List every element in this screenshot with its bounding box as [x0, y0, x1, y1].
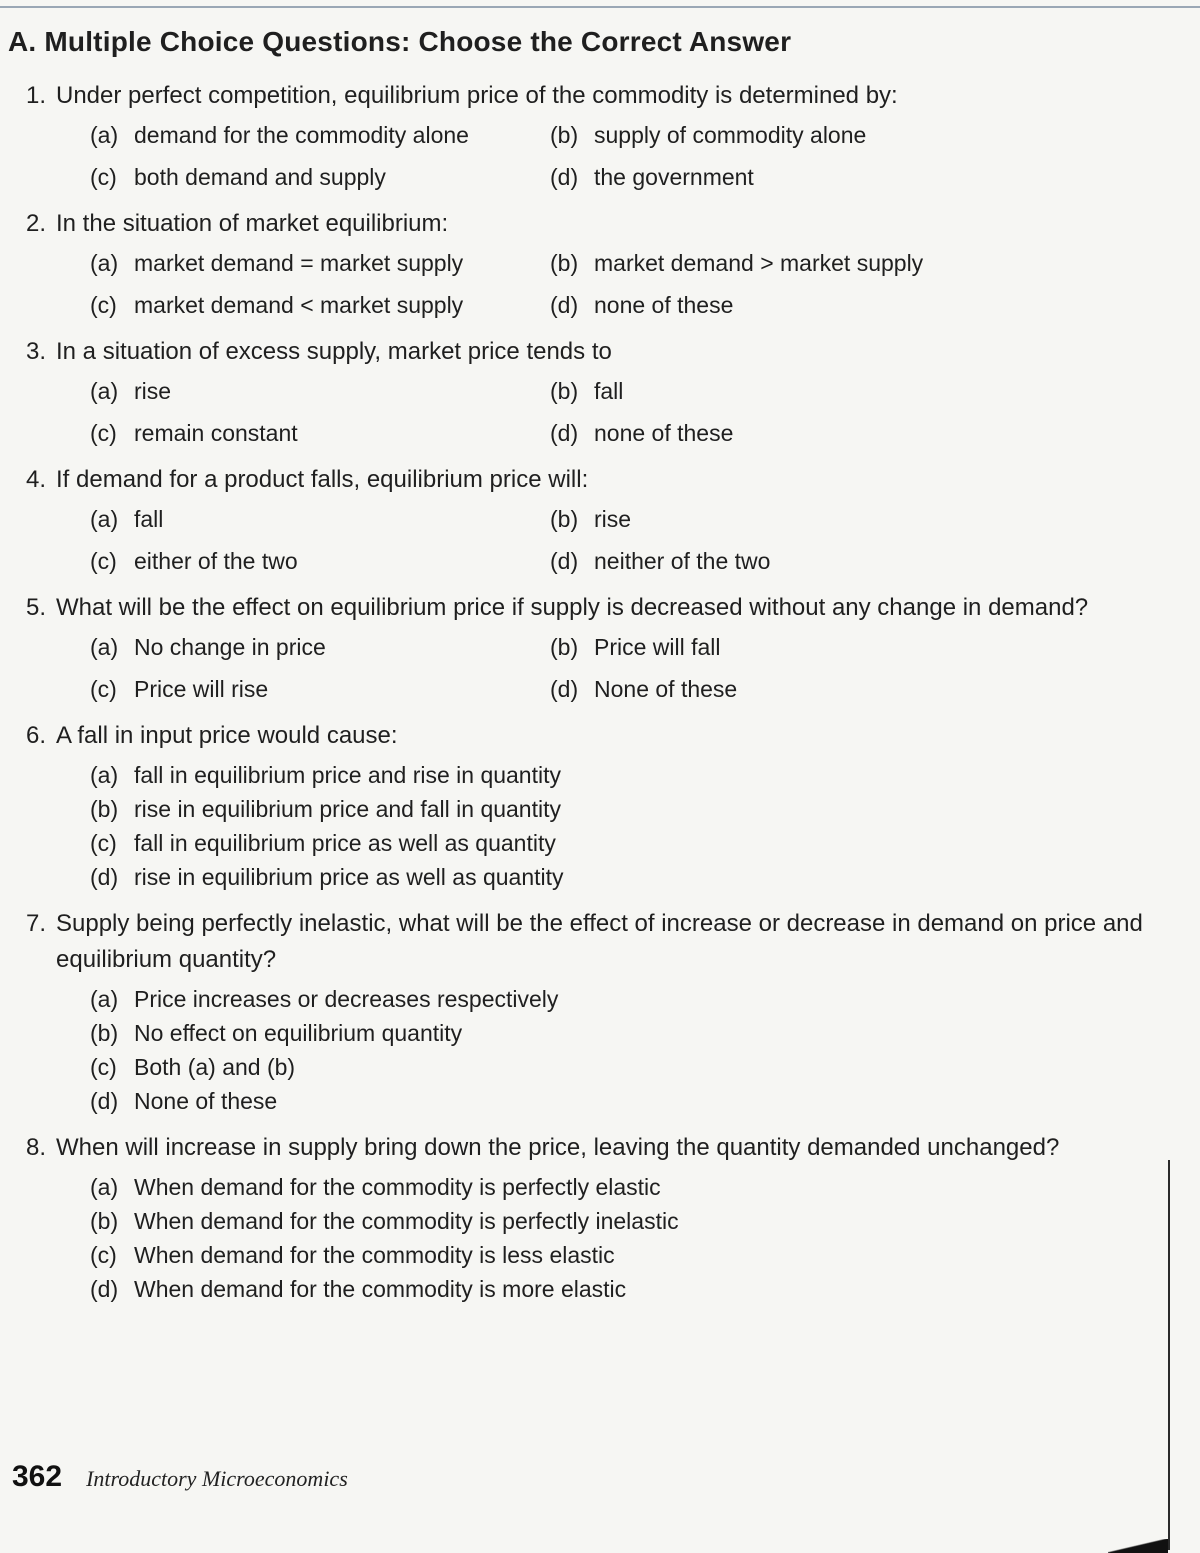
question-2 [8, 206, 1158, 322]
answer-option [90, 1272, 1158, 1306]
option-text: Price will rise [134, 676, 269, 702]
option-text: fall [134, 506, 164, 532]
question-stem [8, 78, 1158, 114]
question-number: 2. [25, 210, 46, 237]
question-number: 3. [25, 338, 46, 365]
answer-option [90, 982, 1158, 1016]
option-text: fall in equilibrium price and rise in quantity [134, 762, 561, 788]
question-5 [8, 590, 1158, 706]
option-label: (c) [90, 292, 117, 318]
option-label: (a) [90, 250, 119, 276]
answer-options [90, 374, 1158, 450]
answer-option [550, 544, 1090, 578]
option-text: rise in equilibrium price as well as quantity [134, 864, 564, 890]
question-3 [8, 334, 1158, 450]
section-title: A. Multiple Choice Questions: Choose the Correct Answer [8, 26, 792, 57]
answer-option [90, 416, 550, 450]
option-text: market demand > market supply [594, 250, 924, 276]
option-label: (c) [90, 420, 117, 446]
option-label: (b) [550, 378, 579, 404]
answer-option [90, 502, 550, 536]
option-label: (b) [550, 250, 579, 276]
question-stem [8, 462, 1158, 498]
answer-option [90, 1050, 1158, 1084]
option-text: fall [594, 378, 624, 404]
page-footer [12, 1460, 348, 1494]
question-text: A fall in input price would cause: [56, 722, 398, 749]
option-label: (d) [550, 420, 579, 446]
option-label: (c) [90, 676, 117, 702]
top-rule [0, 6, 1200, 8]
option-label: (b) [90, 796, 119, 822]
option-label: (d) [550, 548, 579, 574]
question-text: In the situation of market equilibrium: [56, 210, 449, 237]
option-text: When demand for the commodity is more elastic [134, 1276, 627, 1302]
option-label: (c) [90, 548, 117, 574]
question-number: 1. [25, 82, 46, 109]
option-label: (b) [90, 1208, 119, 1234]
answer-option [90, 630, 550, 664]
option-label: (a) [90, 634, 119, 660]
question-text: When will increase in supply bring down the price, leaving the quantity demanded unchanged? [56, 1134, 1060, 1161]
answer-option [90, 1238, 1158, 1272]
page-corner-shadow [1108, 1539, 1168, 1553]
option-label: (a) [90, 1174, 119, 1200]
option-label: (b) [550, 634, 579, 660]
option-text: rise [134, 378, 172, 404]
option-text: fall in equilibrium price as well as quantity [134, 830, 556, 856]
option-text: none of these [594, 420, 734, 446]
option-text: Price will fall [594, 634, 721, 660]
page-edge-shadow [1168, 1160, 1170, 1550]
answer-option [90, 1084, 1158, 1118]
answer-option [90, 374, 550, 408]
answer-option [550, 288, 1090, 322]
question-text: Supply being perfectly inelastic, what will be the effect of increase or decrease in demand on price and equilibrium quantity? [56, 910, 1143, 973]
question-stem [8, 590, 1158, 626]
question-6 [8, 718, 1158, 894]
question-stem [8, 206, 1158, 242]
option-label: (c) [90, 164, 117, 190]
option-text: No effect on equilibrium quantity [134, 1020, 463, 1046]
question-stem [8, 906, 1158, 978]
answer-option [90, 860, 1158, 894]
option-label: (d) [550, 164, 579, 190]
option-text: none of these [594, 292, 734, 318]
option-text: neither of the two [594, 548, 771, 574]
option-label: (a) [90, 122, 119, 148]
question-stem [8, 334, 1158, 370]
option-text: rise [594, 506, 632, 532]
option-label: (a) [90, 378, 119, 404]
question-number: 6. [25, 722, 46, 749]
question-4 [8, 462, 1158, 578]
answer-option [90, 1204, 1158, 1238]
answer-option [550, 374, 1090, 408]
page-content [8, 26, 1158, 1318]
option-label: (c) [90, 1242, 117, 1268]
question-8 [8, 1130, 1158, 1306]
option-text: remain constant [134, 420, 298, 446]
option-text: either of the two [134, 548, 298, 574]
question-stem [8, 1130, 1158, 1166]
question-number: 7. [25, 910, 46, 937]
option-text: market demand < market supply [134, 292, 464, 318]
page-number: 362 [12, 1460, 63, 1493]
answer-options [90, 502, 1158, 578]
option-text: When demand for the commodity is perfectly elastic [134, 1174, 661, 1200]
option-text: When demand for the commodity is perfectly inelastic [134, 1208, 679, 1234]
answer-option [90, 826, 1158, 860]
answer-option [550, 672, 1090, 706]
answer-option [90, 288, 550, 322]
option-label: (d) [550, 676, 579, 702]
answer-option [550, 160, 1090, 194]
answer-option [90, 792, 1158, 826]
option-text: supply of commodity alone [594, 122, 867, 148]
option-label: (d) [90, 1276, 119, 1302]
option-text: None of these [134, 1088, 278, 1114]
answer-options [90, 118, 1158, 194]
option-text: the government [594, 164, 754, 190]
option-label: (d) [90, 1088, 119, 1114]
answer-options [90, 246, 1158, 322]
option-text: demand for the commodity alone [134, 122, 469, 148]
option-label: (b) [550, 122, 579, 148]
option-label: (a) [90, 506, 119, 532]
option-text: None of these [594, 676, 738, 702]
answer-option [90, 246, 550, 280]
answer-option [550, 118, 1090, 152]
answer-option [90, 1170, 1158, 1204]
answer-options [90, 982, 1158, 1118]
question-text: If demand for a product falls, equilibrium price will: [56, 466, 589, 493]
question-number: 5. [25, 594, 46, 621]
option-label: (c) [90, 1054, 117, 1080]
answer-options [90, 630, 1158, 706]
answer-option [90, 672, 550, 706]
option-text: both demand and supply [134, 164, 386, 190]
answer-options [90, 1170, 1158, 1306]
answer-option [90, 544, 550, 578]
answer-option [550, 630, 1090, 664]
question-number: 8. [25, 1134, 46, 1161]
answer-option [90, 1016, 1158, 1050]
question-text: In a situation of excess supply, market price tends to [56, 338, 612, 365]
answer-option [90, 118, 550, 152]
answer-option [550, 502, 1090, 536]
option-text: Both (a) and (b) [134, 1054, 296, 1080]
option-text: market demand = market supply [134, 250, 464, 276]
question-text: Under perfect competition, equilibrium price of the commodity is determined by: [56, 82, 898, 109]
option-text: rise in equilibrium price and fall in quantity [134, 796, 561, 822]
option-label: (b) [90, 1020, 119, 1046]
book-title: Introductory Microeconomics [86, 1466, 348, 1491]
answer-options [90, 758, 1158, 894]
answer-option [90, 160, 550, 194]
answer-option [550, 246, 1090, 280]
option-label: (d) [90, 864, 119, 890]
answer-option [90, 758, 1158, 792]
question-7 [8, 906, 1158, 1118]
option-label: (d) [550, 292, 579, 318]
question-1 [8, 78, 1158, 194]
question-list [8, 78, 1158, 1306]
option-label: (a) [90, 762, 119, 788]
question-text: What will be the effect on equilibrium price if supply is decreased without any change in demand? [56, 594, 1089, 621]
option-text: No change in price [134, 634, 326, 660]
option-text: When demand for the commodity is less elastic [134, 1242, 615, 1268]
question-stem [8, 718, 1158, 754]
option-label: (a) [90, 986, 119, 1012]
option-text: Price increases or decreases respectively [134, 986, 559, 1012]
answer-option [550, 416, 1090, 450]
question-number: 4. [25, 466, 46, 493]
option-label: (c) [90, 830, 117, 856]
option-label: (b) [550, 506, 579, 532]
